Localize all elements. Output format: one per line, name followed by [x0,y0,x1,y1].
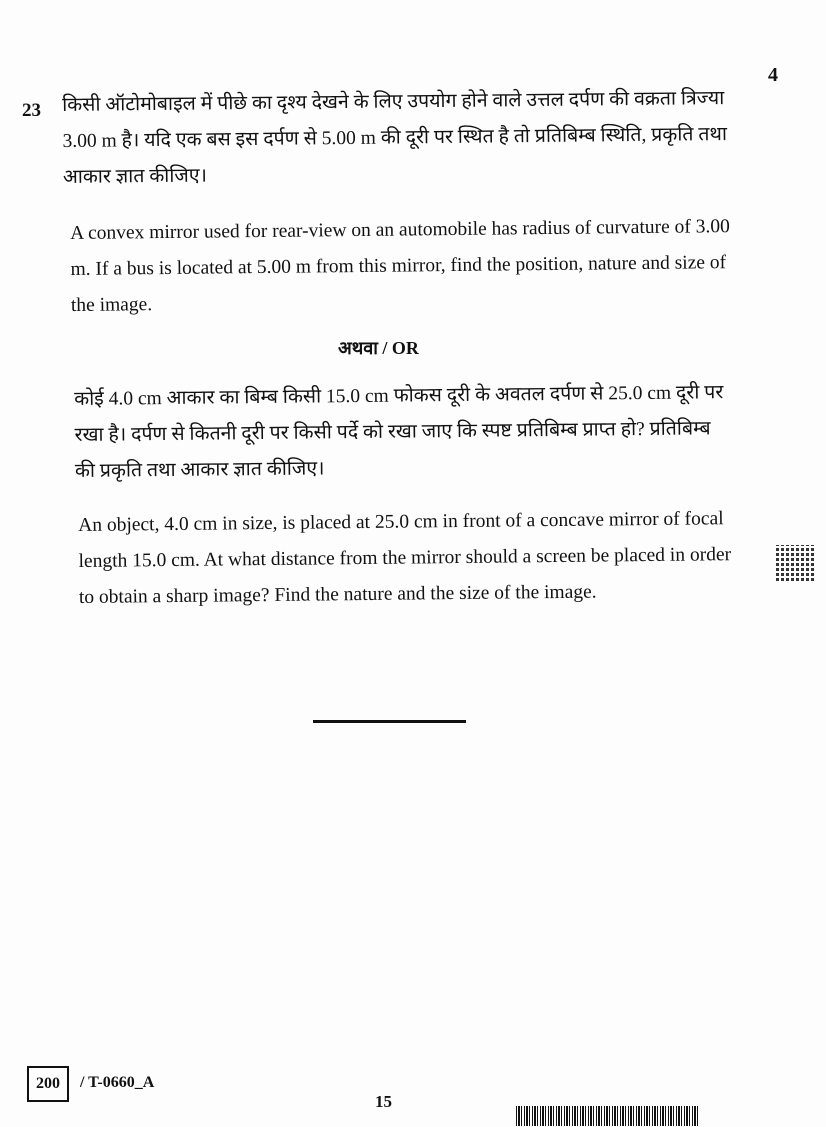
or-separator: अथवा / OR [338,338,419,358]
qr-code-icon [776,545,814,581]
question-english-text: A convex mirror used for rear-view on an automobile has radius of curvature of 3.00 m. If a bus is located at 5.00 m from this mirror, find the position, nature and size of the image. [70,216,730,316]
question-hindi-text: किसी ऑटोमोबाइल में पीछे का दृश्य देखने के लिए उपयोग होने वाले उत्तल दर्पण की वक्रता त्रिज्या 3.00 m है। यदि एक बस इस दर्पण से 5.00 m की दूरी पर स्थित है तो प्रतिबिम्ब स्थिति, प्रकृति तथा आकार ज्ञात कीजिए। [62,88,728,188]
alternate-english-text: An object, 4.0 cm in size, is placed at 25.0 cm in front of a concave mirror of focal length 15.0 cm. At what distance from the mirror should a screen be placed in order to obtain a sharp image? Find the nature and the size of the image. [78,508,732,608]
paper-code: / T-0660_A [80,1074,155,1091]
page-number: 15 [375,1092,392,1111]
question-marks: 4 [768,64,778,86]
barcode-icon [516,1106,699,1126]
question-number: 23 [22,100,41,121]
end-rule [313,720,466,723]
alternate-hindi-text: कोई 4.0 cm आकार का बिम्ब किसी 15.0 cm फोकस दूरी के अवतल दर्पण से 25.0 cm दूरी पर रखा है। दर्पण से कितनी दूरी पर किसी पर्दे को रखा जाए कि स्पष्ट प्रतिबिम्ब प्राप्त हो? प्रतिबिम्ब की प्रकृति तथा आकार ज्ञात कीजिए। [74,382,724,482]
footer-box-number: 200 [27,1066,69,1102]
